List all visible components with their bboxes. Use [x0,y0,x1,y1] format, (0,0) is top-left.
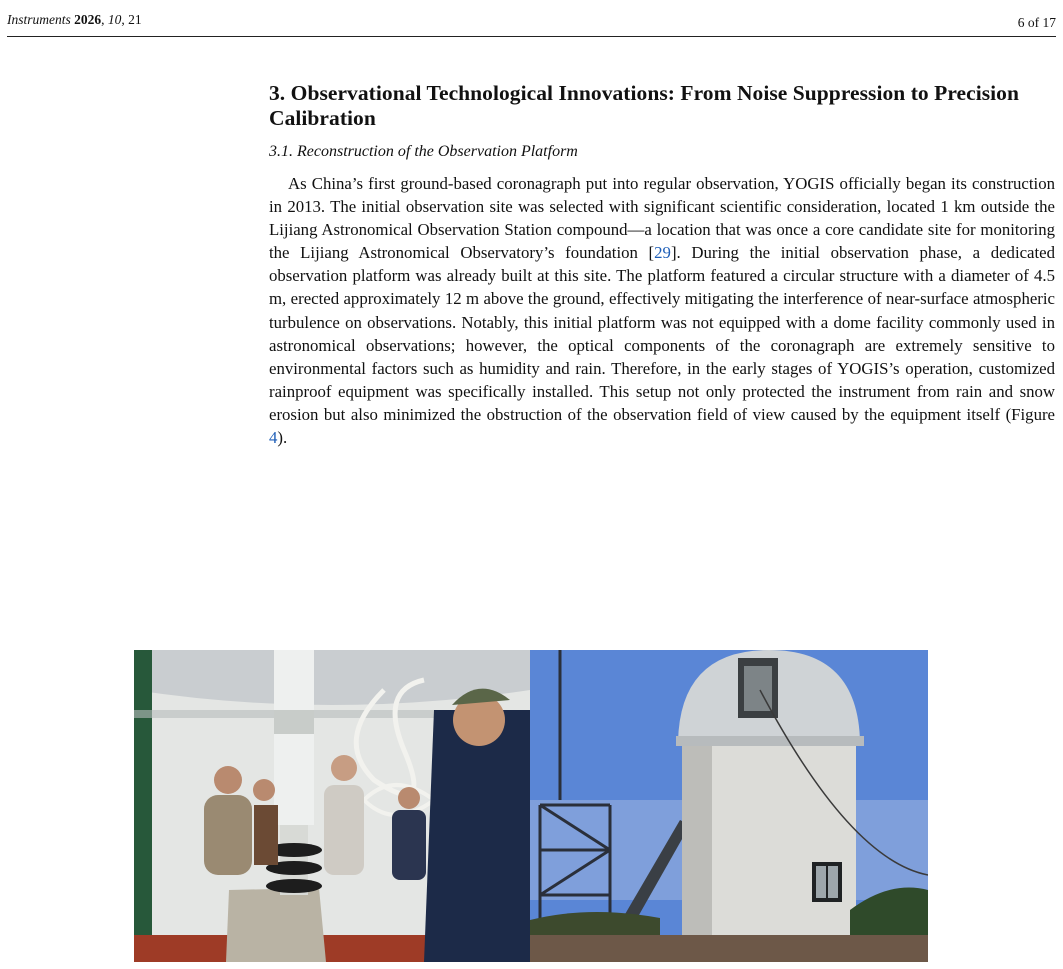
paragraph-segment: ). [277,428,288,448]
figure-link[interactable]: 4 [269,428,278,448]
journal-volume: 10 [107,12,122,27]
journal-name: Instruments [7,12,71,27]
paragraph-segment: As China’s first ground-based coronagraph put into regular observation, YOGIS officially began its construction in 2013. The initial observation site was selected with significant scientific consideration, located 1 km outside the Lijiang Astronomical Observation Station compound—a location that was once a core candidate site for monitoring the Lijiang Astronomical Observatory’s foundation [ [269,174,1055,263]
article-number: 21 [128,12,142,27]
section-number: 3. [269,81,286,105]
paragraph-segment: ]. During the initial observation phase, a dedicated observation platform was already built at this site. The platform featured a circular structure with a diameter of 4.5 m, erected approximately 12 m above the ground, effectively mitigating the interference of near-surface atmospheric turbulence on observations. Notably, this initial platform was not equipped with a dome facility commonly used in astronomical observations; however, the optical components of the coronagraph are extremely sensitive to environmental factors such as humidity and rain. Therefore, in the early stages of YOGIS’s operation, customized rainproof equipment was specifically installed. This setup not only protected the instrument from rain and snow erosion but also minimized the obstruction of the observation field of view caused by the equipment itself (Figure [269,243,1055,424]
section-heading [269,81,1059,131]
section-title: Observational Technological Innovations: From Noise Suppression to Precision Calibration [269,81,1019,130]
subsection-heading [269,143,578,161]
running-header [7,8,1056,30]
people-installing-coronagraph-photo [134,650,530,962]
reference-link[interactable]: 29 [654,243,671,263]
subsection-number: 3.1. [269,143,293,160]
paragraph-text [269,172,1055,449]
observatory-dome-photo [530,650,928,962]
body-paragraph [269,172,1055,449]
page-number: 6 of 17 [1017,15,1056,30]
subsection-title: Reconstruction of the Observation Platform [297,143,578,160]
journal-citation: Instruments 2026, 10, 21 [7,12,142,27]
figure-4 [134,650,928,962]
header-rule [7,36,1056,37]
journal-year: 2026 [74,12,102,27]
